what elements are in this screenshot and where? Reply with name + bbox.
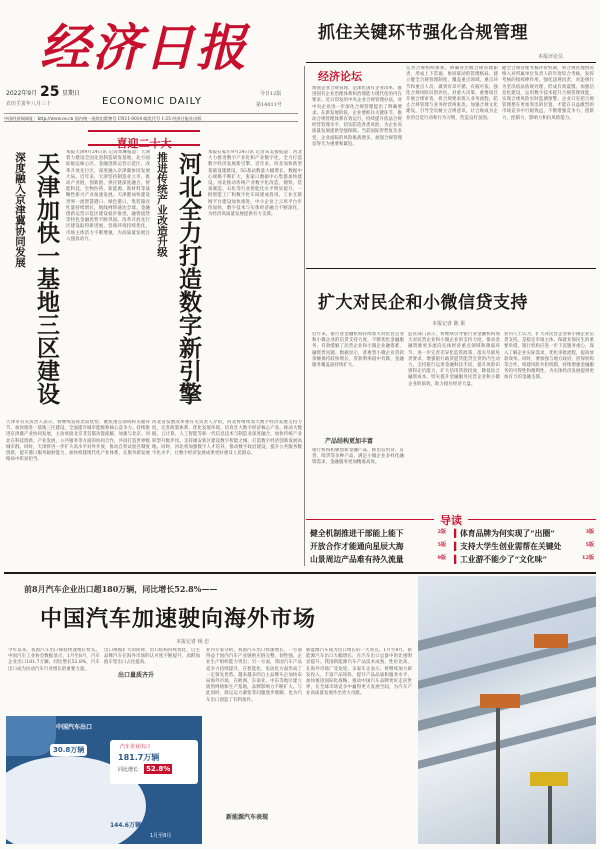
digest-item[interactable] [310,528,446,540]
credit-headline[interactable]: 扩大对民企和小微信贷支持 [318,293,528,313]
mid-rule [306,268,596,269]
forum-col-1: 加强企业合规管理，是深化国有企业改革、推进国有企业治理体系和治理能力现代化的内在要求。近日印发的中央企业合规管理办法，对中央企业进一步深化合规管理提出了明确要求。在新发展阶段，企业要抓住关键环节，推动合规管理体系有效运行，持续提升依法合规经营管理水平，切实防范各类风险，为企业高质量发展提供坚强保障。当前国际形势复杂多变，企业面临的风险挑战增多，加强合规管理显得尤为重要和紧迫。 [312,86,402,147]
bullet-icon: ▍ [454,555,460,564]
forum-col-3: 健全合规管理考核评价机制，将合规管理情况纳入对所属单位负责人的年度综合考核，发挥考核的指挥棒作用。强化违规问责，对违规行为坚决依法依规处理，形成有效震慑。加强信息化建设，运用数字技术提升合规管理效能，实现合规风险实时监测预警。企业只有把合规管理摆在更加突出的位置，才能在日益激烈的市场竞争中行稳致远，不断增强竞争力、创新力、控制力、影响力和抗风险能力。 [502,66,594,121]
credit-col-1b: 银行机构积极创新金融产品，推出信用贷、首贷、续贷等多种产品，满足小微企业多样化融资需求，金融服务更加精准高效。 [312,448,404,466]
date-day: 25 [40,84,60,100]
edition-count: 今日12版 [260,91,282,97]
hebei-kicker: 推进传统产业改造升级 [156,152,168,257]
tianjin-body-lower: 天津市有关负责人表示，将继续发挥比较优势，聚焦重点领域和关键环节，加快推进一基地三区建设，全面提升城市能级和核心竞争力。持续推进京津冀产业协同发展，主动承接北京非首都功能疏解，加强与北京、河北在科技创新、产业发展、公共服务等方面的协同合作，共同打造世界级城市群。同时，天津将进一步扩大高水平对外开放，推动自贸试验区制度创新，提升港口服务辐射能力，加快构建现代化产业体系，在服务新发展格局中彰显担当。 [6,420,150,463]
bullet-icon: ▍ [454,542,460,551]
masthead [0,0,300,125]
infographic-footer: 1月至8月 [150,833,172,839]
date-line [6,88,37,97]
auto-col-3: 业内专家分析，我国汽车出口快速增长，一方面得益于国内汽车产业链供应链完整、韧性强，企业生产组织能力突出；另一方面，我国汽车产品竞争力持续提升，在智能化、电动化方面形成了一定领先优势。越来越多的自主品牌车企加快布局海外市场，在欧洲、东南亚、中东等地区建立销售网络和生产基地，品牌影响力不断扩大。与此同时，海运运力紧张等问题逐步缓解，也为汽车出口创造了有利条件。 [206,648,302,703]
lunar-date: 农历壬寅年八月三十 [6,101,52,107]
digest-item-page: 2版 [437,529,446,535]
digest-item[interactable] [454,541,594,553]
digest-item-text: 山景周边产品难有持久流量 [310,555,404,564]
english-title: ECONOMIC DAILY [102,96,202,107]
issue-number: 第14011号 [256,102,282,108]
stat-b-label: 汽车企业出口 [120,744,151,750]
lift-arm [496,708,500,844]
editorial-headline[interactable]: 抓住关键环节强化合规管理 [318,23,528,43]
digest-item-page: 5版 [585,542,594,548]
hebei-body: 本报石家庄9月24日讯 记者宋美倩报道：河北大力推进数字产业化和产业数字化，全力打造数字经济发展新引擎。近年来，河北加快新型基础设施建设，5G基站数量大幅增长，数据中心规模不断扩大，张家口数据中心集群加快建设。河北推动传统产业数字化改造，钢铁、装备制造、石化等行业智能化水平明显提升，一批智能工厂和数字化车间建成投用。工业互联网平台建设加快推进，中小企业上云用平台步伐加快，数字技术与实体经济融合不断深化，为经济高质量发展提供有力支撑。 [208,150,302,218]
auto-subhead-1: 出口量质齐升 [118,672,155,679]
workers-photo [418,576,596,844]
digest-item-page: 9版 [437,555,446,561]
auto-headline[interactable]: 中国汽车加速驶向海外市场 [40,606,317,632]
digest-item-text: 工业游不能少了“文化味” [460,555,547,564]
stat-c-label: 同比增长 [118,767,139,773]
credit-byline: 本报记者 陈 果 [432,321,466,327]
credit-col-1: 近年来，银行业金融机构持续加大对民营企业和小微企业的信贷支持力度，不断优化金融服务，有效缓解了民营企业和小微企业融资难、融资贵问题。数据显示，普惠型小微企业贷款余额保持较快增长，贷款利率稳中有降，金融服务覆盖面持续扩大。 [312,332,404,369]
lift-platform [530,772,568,786]
auto-kicker: 前8月汽车企业出口超180万辆，同比增长52.8%—— [24,584,218,594]
stat-a-value: 30.8万辆 [50,744,87,756]
stat-e-value: 37.1万辆 [166,822,193,829]
date-month: 2022年9月 [6,90,38,97]
digest-item-page: 12版 [582,555,594,561]
newspaper-title: 经济日报 [40,18,248,77]
credit-col-2: 监管部门表示，将继续引导银行业金融机构加大对民营企业和小微企业的支持力度，推动金融资源更多流向实体经济重点领域和薄弱环节。进一步完善差异化监管政策，落实尽职免责要求，增强银行敢贷愿贷能贷会贷的内生动力。支持银行运用金融科技手段，提升风险识别和定价能力，扩大信用贷款投放，降低综合融资成本，切实提升金融服务民营企业和小微企业的质效，助力稳住经济大盘。 [408,332,500,387]
digest-item-text: 开放合作才能通向星辰大海 [310,542,404,551]
credit-col-3: 业内人士认为，扩大对民营企业和小微企业信贷支持，是稳定市场主体、保就业保民生的重要举措。银行机构应进一步下沉服务重心，深入了解企业实际需求，优化审批流程，提高放款效率。同时，要加强与地方政府、担保机构等合作，构建风险共担机制，持续增强金融服务的可得性和便利性，为实体经济发展提供更加有力的金融支撑。 [504,332,594,381]
stat-d-value: 144.6万辆 [110,822,141,829]
weekday: 星期日 [62,90,81,97]
bullet-icon: ▍ [454,529,460,538]
digest-item-page: 5版 [437,542,446,548]
lift-arm [548,786,552,844]
column-divider-left [304,66,305,566]
lower-section-rule [4,572,596,574]
stat-b-box [110,740,198,784]
editorial-byline: 本报评论员 [538,54,564,60]
digest-box [306,512,596,568]
credit-subhead: 产品结构更加丰富 [325,438,374,445]
auto-col-1: 今年以来，我国汽车出口保持快速增长势头。中国汽车工业协会数据显示，1月至8月，汽车企业出口181.7万辆，同比增长52.8%，汽车出口成为拉动汽车行业增长的重要力量。 [8,648,100,672]
digest-label: 导读 [434,512,468,528]
auto-byline: 本报记者 杨 忠 [176,639,210,645]
forum-label: 经济论坛 [318,70,362,83]
digest-item[interactable] [454,554,594,566]
digest-item[interactable] [454,528,594,540]
car-shape [6,716,56,756]
stat-b-value: 181.7万辆 [118,753,160,762]
hebei-headline[interactable]: 河北全力打造数字新引擎 [175,152,202,405]
digest-item-page: 3版 [585,529,594,535]
infographic-title: 中国汽车出口 [56,724,93,731]
hebei-body-lower: 河北省发展改革委有关负责人介绍，河北将继续加大数字经济发展支持力度，完善政策体系，优化发展环境，培育壮大数字经济核心产业。推动大数据、云计算、人工智能等新一代信息技术与制造业深度融合，加快传统产业转型升级步伐。支持雄安新区建设数字智能之城，打造数字经济创新发展高地。同时，河北将加强数字人才培养，推动数字政府建设，提升公共服务数字化水平，让数字经济发展成果更好惠及人民群众。 [152,420,302,457]
stat-c-value: 52.8% [146,765,171,773]
congress-banner [88,130,200,150]
digest-item-text: 体育品牌为何实现了“出圈” [460,529,555,538]
digest-item-text: 支持大学生创业需帮在关键处 [460,542,562,551]
editorial-rule [306,62,596,63]
auto-col-4: 新能源汽车成为出口增长的一大亮点。1月至8月，新能源汽车出口大幅增长，在汽车出口总量中的比重明显提升。我国新能源汽车产品技术成熟、性价比高，在海外市场广受欢迎。多家车企表示，将继续加大研发投入，丰富产品矩阵，提升产品品质和服务水平，加快推进国际化战略，推动中国汽车品牌更好走向世界，在全球市场竞争中赢得更大发展空间，为汽车产业高质量发展作出更大贡献。 [306,648,412,697]
info-bar: 中国经济网网址：http://www.ce.cn 国内统一连续出版物号 CN11-0014 邮发代号 1-25 经济日报社出版 [4,113,298,122]
export-infographic [6,716,202,844]
lift-platform [480,694,520,708]
auto-subhead-2: 新能源汽车表现 [226,814,269,821]
tianjin-body: 本报天津9月24日讯 记者周琳报道：天津着力建设全国先进制造研发基地、北方国际航运核心区、金融创新运营示范区、改革开放先行区，深度融入京津冀协同发展大局。近年来，天津坚持制造业立市，推动产业链、创新链、供应链深度融合，智能科技、生物医药、新能源、新材料等战略性新兴产业加速发展。天津港加快建设世界一流智慧港口、绿色港口，集装箱吞吐量持续增长，航线网络通达全球。金融创新运营示范区建设稳步推进，融资租赁等特色金融优势不断巩固。改革开放先行区建设取得新进展，营商环境持续优化，市场主体活力不断增强，为高质量发展注入强劲动力。 [66,150,150,242]
auto-col-2: 出口规模扩大的同时，出口结构持续优化，自主品牌汽车在海外市场的认可度不断提升，高附加值车型出口占比提高。 [104,648,200,666]
lift-platform [534,634,568,648]
tianjin-kicker: 深度融入京津冀协同发展 [14,152,26,268]
congress-label: 喜迎二十大 [116,137,172,150]
digest-item-text: 健全机制推进干部能上能下 [310,529,404,538]
digest-item[interactable] [310,541,446,553]
forum-col-2: 完善合规组织体系，明确各层级合规管理职责，形成上下贯通、协同联动的管理格局。建立健全合规管理制度，覆盖重点领域、重点环节和重点人员，做到有章可循、有据可依。强化合规风险识别评估，对重大决策、重要项目开展合规审查，将合规要求嵌入业务流程，防止合规管理与业务经营两张皮。加强合规文化建设，引导全员树立合规意识，让合规成为企业的自觉行动和行为习惯，营造良好氛围。 [406,66,498,121]
digest-item[interactable] [310,554,446,566]
tianjin-headline[interactable]: 天津加快一基地三区建设 [33,152,60,405]
